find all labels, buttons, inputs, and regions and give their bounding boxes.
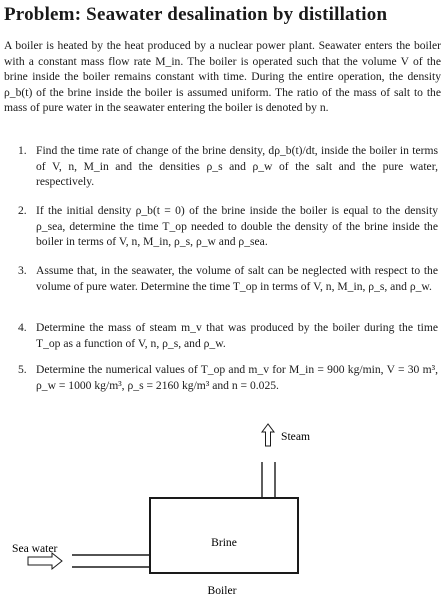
boiler-label: Boiler — [207, 584, 237, 597]
question-number: 5. — [18, 363, 27, 376]
question-number: 3. — [18, 264, 27, 277]
steam-label: Steam — [281, 430, 310, 443]
question-number: 1. — [18, 144, 27, 157]
question-text: Assume that, in the seawater, the volume of salt can be neglected with respect to the volume of pure water. Determine the time T_op in terms of V, n, M_in, ρ_s, and ρ_w. — [36, 264, 438, 293]
seawater-arrow-icon — [28, 553, 62, 569]
question-number: 4. — [18, 321, 27, 334]
question-text: Determine the mass of steam m_v that was produced by the boiler during the time T_op as a function of V, n, ρ_s, and ρ_w. — [36, 321, 438, 350]
problem-intro: A boiler is heated by the heat produced by a nuclear power plant. Seawater enters the boiler with a constant mass flow rate M_in. The boiler is operated such that the volume V of the brine inside the boiler remains constant with time. During the entire operation, the density ρ_b(t) of the brine inside the boiler is assumed uniform. The ratio of the mass of salt to the mass of pure water in the seawater entering the boiler is denoted by n. — [4, 39, 441, 115]
boiler-diagram — [0, 410, 446, 600]
question-text: Determine the numerical values of T_op and m_v for M_in = 900 kg/min, V = 30 m³, ρ_w = 1000 kg/m³, ρ_s = 2160 kg/m³ and n = 0.025. — [36, 363, 438, 392]
brine-label: Brine — [211, 536, 237, 549]
question-text: If the initial density ρ_b(t = 0) of the brine inside the boiler is equal to the density ρ_sea, determine the time T_op needed to double the density of the brine inside the boiler in terms of V, n, M_in, ρ_s, ρ_w and ρ_sea. — [36, 204, 438, 249]
seawater-label: Sea water — [12, 542, 58, 555]
steam-arrow-icon — [262, 424, 274, 446]
problem-title: Problem: Seawater desalination by distillation — [4, 4, 388, 25]
question-number: 2. — [18, 204, 27, 217]
question-text: Find the time rate of change of the brine density, dρ_b(t)/dt, inside the boiler in terms of V, n, M_in and the densities ρ_s and ρ_w of the salt and the pure water, respectively. — [36, 144, 438, 189]
